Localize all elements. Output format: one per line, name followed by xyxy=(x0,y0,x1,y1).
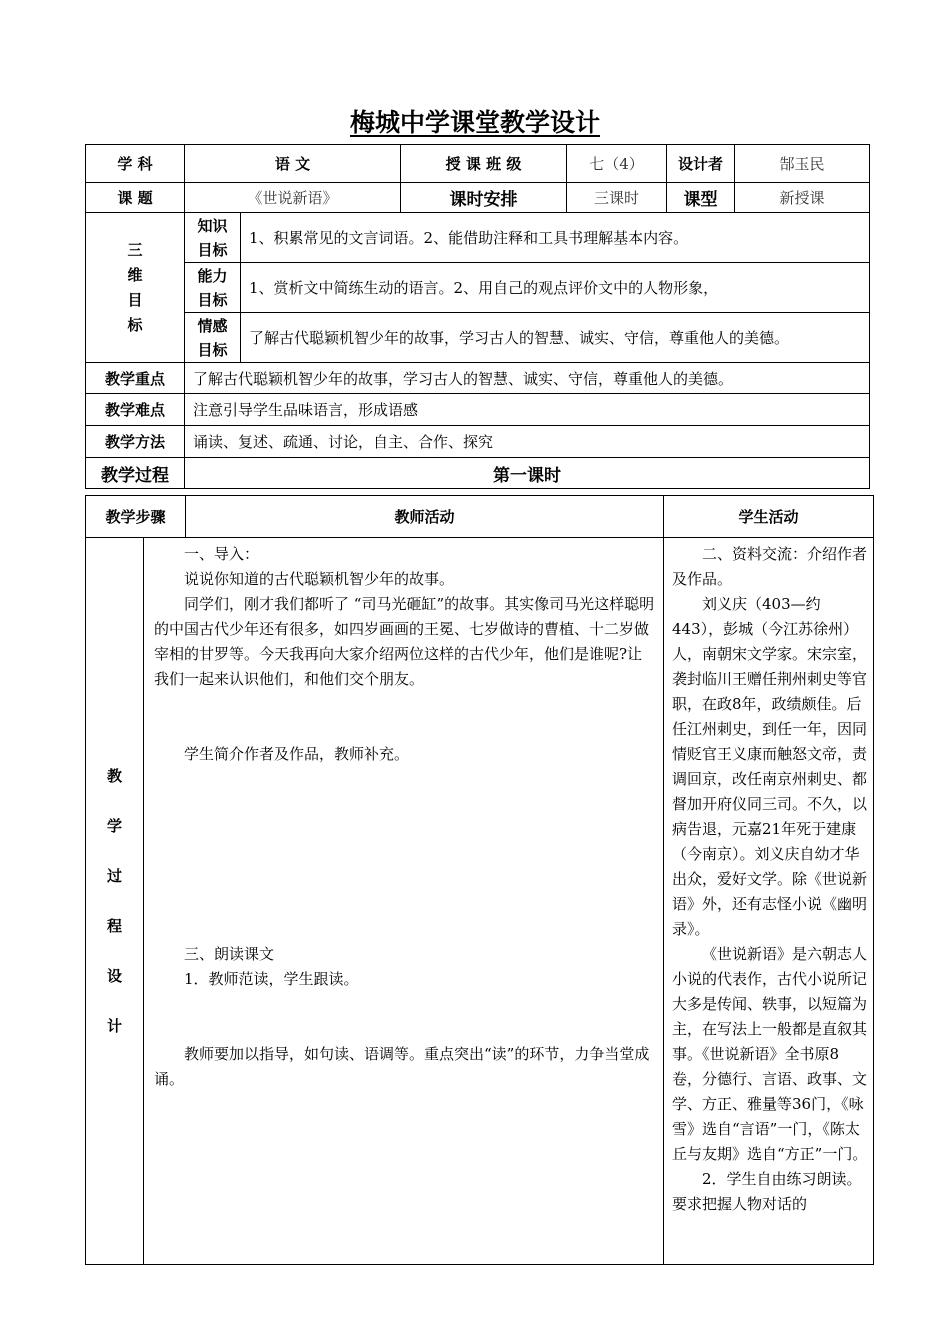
hours-label: 课时安排 xyxy=(401,183,567,213)
emotion-goal-text: 了解古代聪颖机智少年的故事，学习古人的智慧、诚实、守信，尊重他人的美德。 xyxy=(241,313,870,363)
steps-header-table xyxy=(85,495,874,538)
ability-goal-text: 1、赏析文中简练生动的语言。2、用自己的观点评价文中的人物形象， xyxy=(241,263,870,313)
methods-label: 教学方法 xyxy=(86,426,185,458)
teacher-paragraph: 说说你知道的古代聪颖机智少年的故事。 xyxy=(184,570,455,588)
subject-label: 学 科 xyxy=(86,145,185,183)
student-activity-cell xyxy=(664,538,874,1265)
teacher-activity-cell xyxy=(144,538,664,1265)
teacher-paragraph: 同学们，刚才我们都听了 “司马光砸缸”的故事。其实像司马光这样聪明的中国古代少年还有很多，如四岁画画的王冕、七岁做诗的曹植、十二岁做宰相的甘罗等。今天我再向大家介绍两位这样的古代少年，他们是谁呢?让我们一起来认识他们，和他们交个朋友。 xyxy=(154,595,655,688)
methods-text: 诵读、复述、疏通、讨论，自主、合作、探究 xyxy=(185,426,870,458)
ability-goal-label: 能力 目标 xyxy=(185,263,241,313)
hours-value: 三课时 xyxy=(567,183,667,213)
student-paragraph: 刘义庆（403—约443），彭城（今江苏徐州）人，南朝宋文学家。宋宗室，袭封临川王赠任荆州刺史等官职，在政8年，政绩颇佳。后任江州刺史，到任一年，因同情贬官王义康而触怒文帝，责调回京，改任南京州刺史、都督加开府仪同三司。不久，以病告退，元嘉21年死于建康（今南京）。刘义庆自幼才华出众，爱好文学。除《世说新语》外，还有志怪小说《幽明录》。 xyxy=(672,595,868,938)
type-label: 课型 xyxy=(667,183,735,213)
class-label: 授 课 班 级 xyxy=(401,145,567,183)
key-points-label: 教学重点 xyxy=(86,363,185,394)
process-design-label xyxy=(86,538,144,1265)
teacher-paragraph: 教师要加以指导，如句读、语调等。重点突出“读”的环节，力争当堂成诵。 xyxy=(154,1045,650,1088)
lesson-info-table xyxy=(85,144,870,489)
teacher-paragraph: 学生简介作者及作品，教师补充。 xyxy=(184,745,410,763)
designer-value: 郜玉民 xyxy=(735,145,870,183)
steps-header: 教学步骤 xyxy=(86,496,186,538)
designer-label: 设计者 xyxy=(667,145,735,183)
teacher-activity-header: 教师活动 xyxy=(186,496,664,538)
page-title: 梅城中学课堂教学设计 xyxy=(349,108,600,137)
teacher-paragraph: 1．教师范读，学生跟读。 xyxy=(184,970,359,988)
teacher-paragraph: 三、朗读课文 xyxy=(184,945,275,963)
type-value: 新授课 xyxy=(735,183,870,213)
topic-value: 《世说新语》 xyxy=(185,183,401,213)
process-design-table xyxy=(85,537,874,1265)
key-points-text: 了解古代聪颖机智少年的故事，学习古人的智慧、诚实、守信，尊重他人的美德。 xyxy=(185,363,870,394)
student-paragraph: 2．学生自由练习朗读。要求把握人物对话的 xyxy=(672,1170,862,1213)
emotion-goal-label: 情感 目标 xyxy=(185,313,241,363)
teacher-paragraph: 一、导入： xyxy=(184,545,260,563)
difficulty-text: 注意引导学生品味语言，形成语感 xyxy=(185,394,870,426)
goals-label xyxy=(86,213,185,363)
knowledge-goal-label: 知识 目标 xyxy=(185,213,241,263)
class-value: 七（4） xyxy=(567,145,667,183)
goals-label-text: 三 维 目 标 xyxy=(127,240,143,334)
student-paragraph: 二、资料交流：介绍作者及作品。 xyxy=(672,545,868,588)
topic-label: 课 题 xyxy=(86,183,185,213)
process-label: 教学过程 xyxy=(86,458,185,489)
student-activity-header: 学生活动 xyxy=(664,496,874,538)
knowledge-goal-text: 1、积累常见的文言词语。2、能借助注释和工具书理解基本内容。 xyxy=(241,213,870,263)
difficulty-label: 教学难点 xyxy=(86,394,185,426)
process-design-label-text: 教 学 过 程 设 计 xyxy=(106,767,122,1035)
lesson-period: 第一课时 xyxy=(185,458,870,489)
student-paragraph: 《世说新语》是六朝志人小说的代表作，古代小说所记大多是传闻、轶事，以短篇为主，在写法上一般都是直叙其事。《世说新语》全书原8卷，分德行、言语、政事、文学、方正、雅量等36门，《咏雪》选自“言语”一门，《陈太丘与友期》选自“方正”一门。 xyxy=(672,945,868,1163)
subject-value: 语 文 xyxy=(185,145,401,183)
